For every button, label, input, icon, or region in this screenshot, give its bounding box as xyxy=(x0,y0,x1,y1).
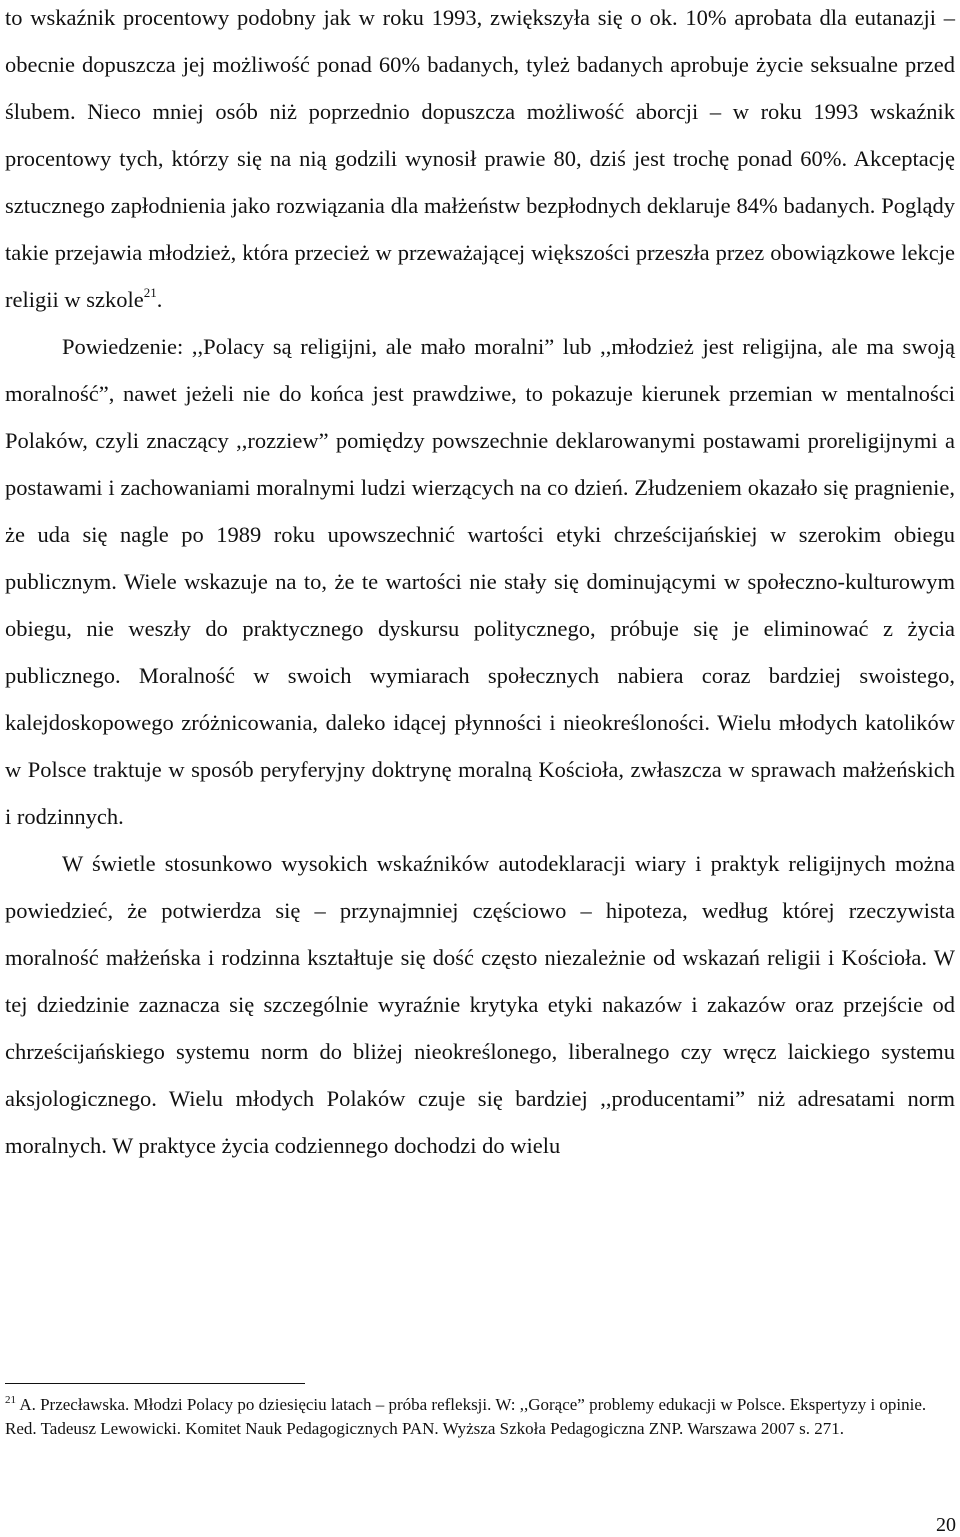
paragraph-1 xyxy=(5,0,955,323)
footnote xyxy=(5,1393,950,1441)
paragraph-2: Powiedzenie: ,,Polacy są religijni, ale mało moralni” lub ,,młodzież jest religijna, ale ma swoją moralność”, nawet jeżeli nie do końca jest prawdziwe, to pokazuje kierunek przemian w mentalności Polaków, czyli znaczący ,,rozziew” pomiędzy powszechnie deklarowanymi postawami proreligijnymi a postawami i zachowaniami moralnymi ludzi wierzących na co dzień. Złudzeniem okazało się pragnienie, że uda się nagle po 1989 roku upowszechnić wartości etyki chrześcijańskiej w szerokim obiegu publicznym. Wiele wskazuje na to, że te wartości nie stały się dominującymi w społeczno-kulturowym obiegu, nie weszły do praktycznego dyskursu politycznego, próbuje się je eliminować z życia publicznego. Moralność w swoich wymiarach społecznych nabiera coraz bardziej swoistego, kalejdoskopowego zróżnicowania, daleko idącej płynności i nieokreśloności. Wielu młodych katolików w Polsce traktuje w sposób peryferyjny doktrynę moralną Kościoła, zwłaszcza w sprawach małżeńskich i rodzinnych. xyxy=(5,334,955,829)
footnote-text: A. Przecławska. Młodzi Polacy po dziesięciu latach – próba refleksji. W: ,,Gorące” problemy edukacji w Polsce. Ekspertyzy i opinie. Red. Tadeusz Lewowicki. Komitet Nauk Pedagogicznych PAN. Wyższa Szkoła Pedagogiczna ZNP. Warszawa 2007 s. 271. xyxy=(5,1395,927,1438)
page-number: 20 xyxy=(936,1514,956,1536)
page-body xyxy=(5,0,955,1169)
footnote-reference[interactable]: 21 xyxy=(143,285,157,300)
footnote-separator xyxy=(5,1383,305,1384)
paragraph-3: W świetle stosunkowo wysokich wskaźników autodeklaracji wiary i praktyk religijnych można powiedzieć, że potwierdza się – przynajmniej częściowo – hipoteza, według której rzeczywista moralność małżeńska i rodzinna kształtuje się dość często niezależnie od wskazań religii i Kościoła. W tej dziedzinie zaznacza się szczególnie wyraźnie krytyka etyki nakazów i zakazów oraz przejście od chrześcijańskiego systemu norm do bliżej nieokreślonego, liberalnego czy wręcz laickiego systemu aksjologicznego. Wielu młodych Polaków czuje się bardziej ,,producentami” niż adresatami norm moralnych. W praktyce życia codziennego dochodzi do wielu xyxy=(5,851,955,1158)
paragraph-1-text: to wskaźnik procentowy podobny jak w roku 1993, zwiększyła się o ok. 10% aprobata dla eutanazji – obecnie dopuszcza jej możliwość ponad 60% badanych, tyleż badanych aprobuje życie seksualne przed ślubem. Nieco mniej osób niż poprzednio dopuszcza możliwość aborcji – w roku 1993 wskaźnik procentowy tych, którzy się na nią godzili wynosił prawie 80, dziś jest trochę ponad 60%. Akceptację sztucznego zapłodnienia jako rozwiązania dla małżeństw bezpłodnych deklaruje 84% badanych. Poglądy takie przejawia młodzież, która przecież w przeważającej większości przeszła przez obowiązkowe lekcje religii w szkole xyxy=(5,5,955,312)
paragraph-1-end: . xyxy=(156,287,163,312)
footnote-number: 21 xyxy=(5,1394,16,1406)
